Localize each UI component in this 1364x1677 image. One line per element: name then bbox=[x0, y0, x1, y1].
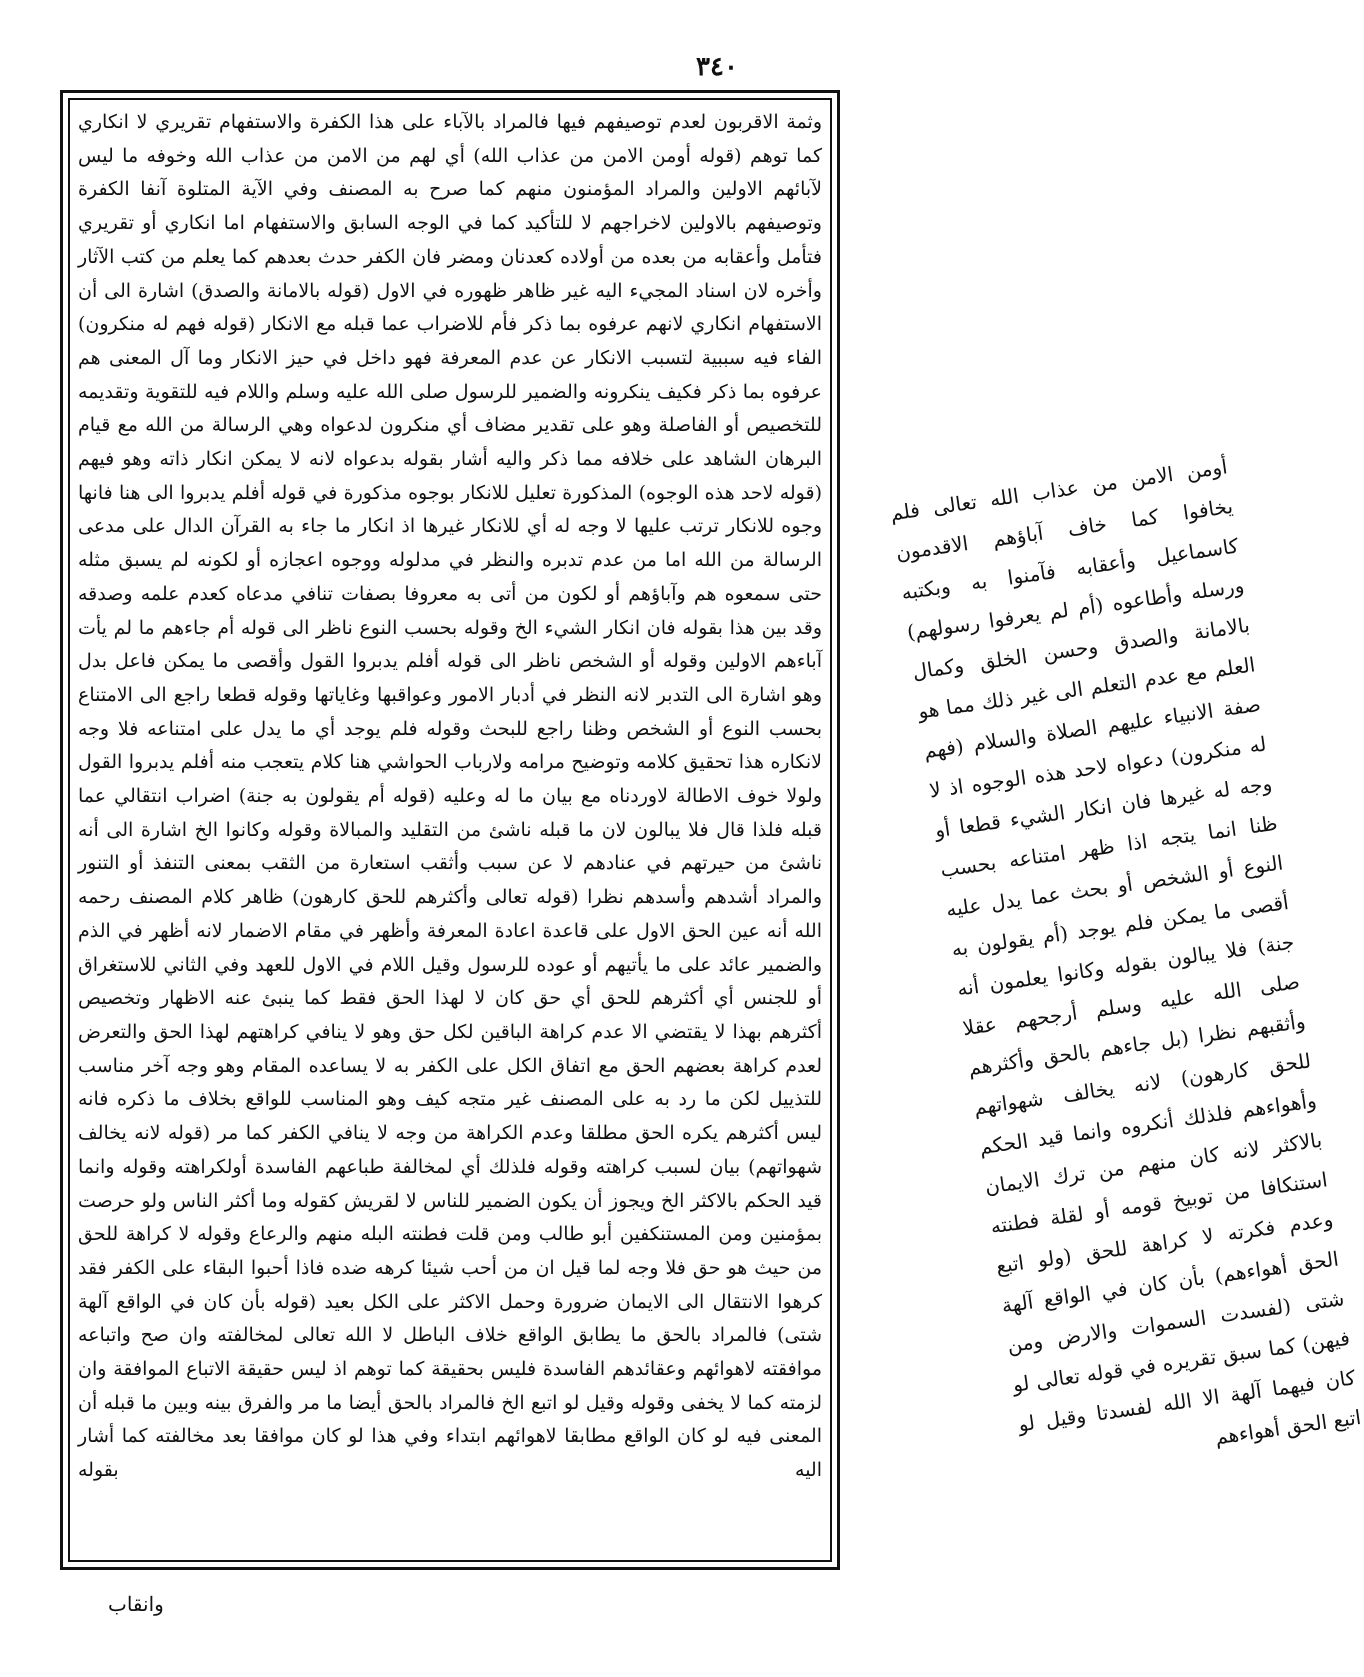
margin-note-text: أومن الامن من عذاب الله تعالى فلم يخافوا كما خاف آباؤهم الاقدمون كاسماعيل وأعقابه فآمنوا به وبكتبه ورسله وأطاعوه (أم لم يعرفوا رسولهم) بالامانة والصدق وحسن الخلق وكمال العلم مع عدم التعلم الى غير ذلك مما هو صفة الانبياء عليهم الصلاة والسلام (فهم له منكرون) دعواه لاحد هذه الوجوه اذ لا وجه له غيرها فان انكار الشيء قطعا أو ظنا انما يتجه اذا ظهر امتناعه بحسب النوع أو الشخص أو بحث عما يدل عليه أقصى ما يمكن فلم يوجد (أم يقولون به جنة) فلا يبالون بقوله وكانوا يعلمون أنه صلى الله عليه وسلم أرجحهم عقلا وأثقبهم نظرا (بل جاءهم بالحق وأكثرهم للحق كارهون) لانه يخالف شهواتهم وأهواءهم فلذلك أنكروه وانما قيد الحكم بالاكثر لانه كان منهم من ترك الايمان استنكافا من توبيخ قومه أو لقلة فطنته وعدم فكرته لا كراهة للحق (ولو اتبع الحق أهواءهم) بأن كان في الواقع آلهة شتى (لفسدت السموات والارض ومن فيهن) كما سبق تقريره في قوله تعالى لو كان فيهما آلهة الا الله لفسدتا وقيل لو اتبع الحق أهواءهم bbox=[888, 454, 1363, 1450]
catchword: وانقاب bbox=[108, 1592, 164, 1616]
main-text: وثمة الاقربون لعدم توصيفهم فيها فالمراد بالآباء على هذا الكفرة والاستفهام تقريري لا انكاري كما توهم (قوله أومن الامن من عذاب الله) أي لهم من الامن من عذاب الله وخوفه ما ليس لآبائهم الاولين والمراد المؤمنون منهم كما صرح به المصنف وفي الآية المتلوة آنفا الكفرة وتوصيفهم بالاولين لاخراجهم لا للتأكيد كما في الوجه السابق والاستفهام اما انكاري أو تقريري فتأمل وأعقابه من بعده من أولاده كعدنان ومضر فان الكفر حدث بعدهم كما يعلم من كتب الآثار وأخره لان اسناد المجيء اليه غير ظاهر ظهوره في الاول (قوله بالامانة والصدق) اشارة الى أن الاستفهام انكاري لانهم عرفوه بما ذكر فأم للاضراب عما قبله مع الانكار (قوله فهم له منكرون) الفاء فيه سببية لتسبب الانكار عن عدم المعرفة فهو داخل في حيز الانكار وما آل المعنى هم عرفوه بما ذكر فكيف ينكرونه والضمير للرسول صلى الله عليه وسلم واللام فيه للتقوية وتقديمه للتخصيص أو الفاصلة وهو على تقدير مضاف أي منكرون لدعواه وهي الرسالة من الله مع قيام البرهان الشاهد على خلافه مما ذكر واليه أشار بقوله بدعواه لانه لا يمكن انكار ذاته وهو فيهم (قوله لاحد هذه الوجوه) المذكورة تعليل للانكار بوجوه مذكورة في قوله أفلم يدبروا الى هنا فانها وجوه للانكار ترتب عليها لا وجه له أي للانكار غيرها اذ انكار ما جاء به القرآن الدال على مدعى الرسالة من الله اما من عدم تدبره والنظر في مدلوله ووجوه اعجازه أو لكونه لم يسبق مثله حتى سمعوه هم وآباؤهم أو لكون من أتى به معروفا بصفات تنافي مدعاه كعدم علمه وصدقه وقد بين هذا بقوله فان انكار الشيء الخ وقوله بحسب النوع ناظر الى قوله أم جاءهم ما لم يأت آباءهم الاولين وقوله أو الشخص ناظر الى قوله أفلم يدبروا القول وأقصى ما يمكن فاعل بدل وهو اشارة الى التدبر لانه النظر في أدبار الامور وعواقبها وغاياتها وقوله قطعا راجع الى الامتناع بحسب النوع أو الشخص وظنا راجع للبحث وقوله فلم يوجد أي ما يدل على امتناعه فلا وجه لانكاره هذا تحقيق كلامه وتوضيح مرامه ولارباب الحواشي هنا كلام يتعجب منه أفلم يدبروا القول ولولا خوف الاطالة لاوردناه مع بيان ما له وعليه (قوله أم يقولون به جنة) اضراب انتقالي عما قبله فلذا قال فلا يبالون لان ما قبله ناشئ من التقليد والمبالاة وقوله وكانوا الخ اشارة الى أنه ناشئ من حيرتهم في عنادهم لا عن سبب وأثقب استعارة من الثقب بمعنى التنفذ أو التنور والمراد أشدهم وأسدهم نظرا (قوله تعالى وأكثرهم للحق كارهون) ظاهر كلام المصنف رحمه الله أنه عين الحق الاول على قاعدة اعادة المعرفة وأظهر في مقام الاضمار لانه أظهر في الذم والضمير عائد على ما يأتيهم أو عوده للرسول وقيل اللام في الاول للعهد وفي الثاني للاستغراق أو للجنس أي أكثرهم للحق أي حق كان لا لهذا الحق فقط كما ينبئ عنه الاظهار وتخصيص أكثرهم بهذا لا يقتضي الا عدم كراهة الباقين لكل حق وهو لا ينافي كراهتهم لهذا الحق والتعرض لعدم كراهة بعضهم الحق مع اتفاق الكل على الكفر به لا يساعده المقام وهو وجه آخر مناسب للتذييل لكن ما رد به على المصنف غير متجه كيف وهو المناسب للواقع بخلاف ما ذكره فانه ليس أكثرهم يكره الحق مطلقا وعدم الكراهة من وجه لا ينافي الكفر كما مر (قوله لانه يخالف شهواتهم) بيان لسبب كراهته وقوله فلذلك أي لمخالفة طباعهم الفاسدة أولكراهته وقوله وانما قيد الحكم بالاكثر الخ ويجوز أن يكون الضمير للناس لا لقريش كقوله وما أكثر الناس ولو حرصت بمؤمنين ومن المستنكفين أبو طالب ومن قلت فطنته البله منهم والرعاع وقوله لا كراهة للحق من حيث هو حق فلا وجه لما قيل ان من أحب شيئا كرهه ضده فاذا أحبوا البقاء على الكفر فقد كرهوا الانتقال الى الايمان ضرورة وحمل الاكثر على الكل بعيد (قوله بأن كان في الواقع آلهة شتى) فالمراد بالحق ما يطابق الواقع خلاف الباطل لا الله تعالى لمخالفته وان صح واتباعه موافقته لاهوائهم وعقائدهم الفاسدة فليس بحقيقة كما توهم اذ ليس حقيقة الاتباع الموافقة وان لزمته كما لا يخفى وقوله وقيل لو اتبع الخ فالمراد بالحق أيضا ما مر والفرق بينه وبين ما قبله أن المعنى فيه لو كان الواقع مطابقا لاهوائهم ابتداء وفي هذا لو كان موافقا بعد مخالفته كما أشار اليه بقوله bbox=[78, 111, 823, 1482]
page-number: ٣٤٠ bbox=[696, 52, 738, 82]
margin-note-area bbox=[846, 410, 1363, 1450]
main-text-block bbox=[78, 106, 822, 1556]
